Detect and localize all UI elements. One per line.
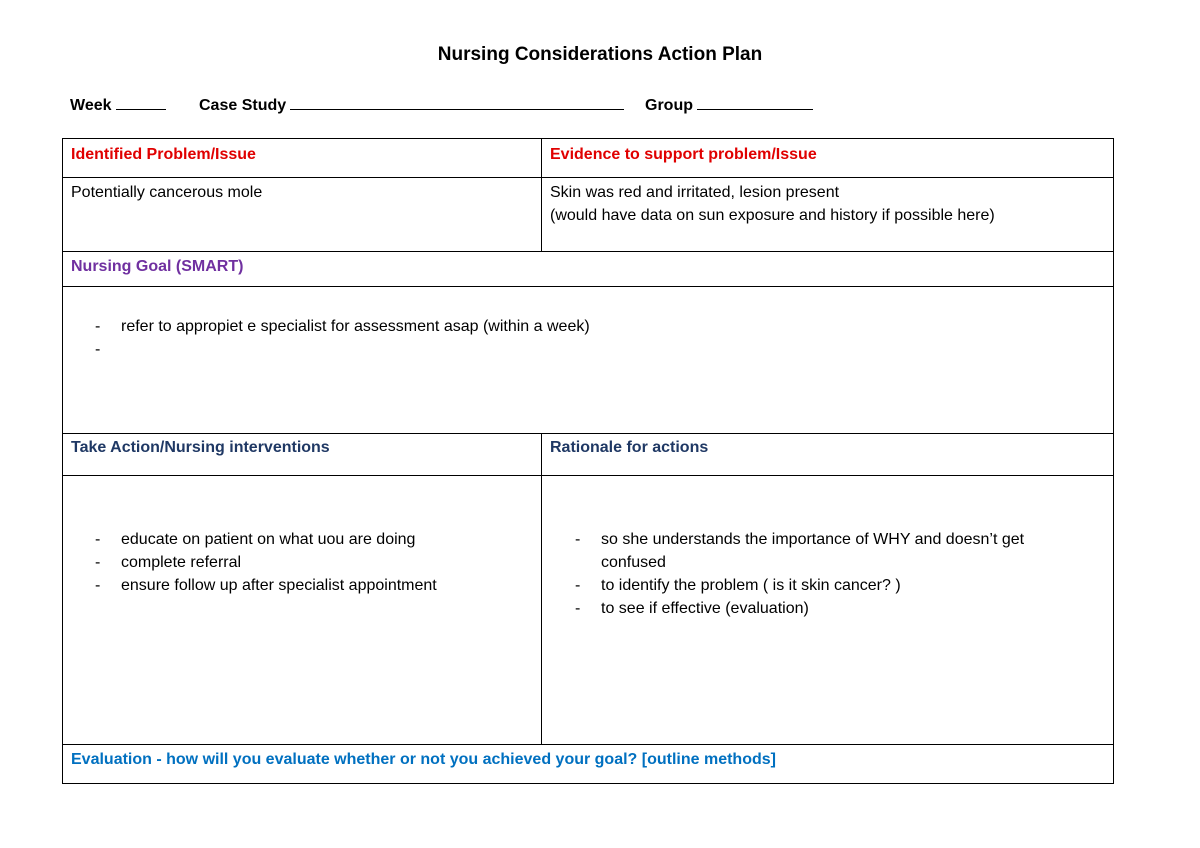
list-item: - complete referral <box>93 551 533 574</box>
list-item <box>93 338 1073 361</box>
evaluation-heading: Evaluation - how will you evaluate whether or not you achieved your goal? [outline methods] <box>71 751 776 768</box>
week-blank[interactable] <box>116 96 166 110</box>
actions-list <box>93 528 533 597</box>
list-item: - to see if effective (evaluation) <box>573 597 1093 620</box>
rationale-list <box>573 528 1093 620</box>
week-label: Week <box>70 97 112 114</box>
page-title: Nursing Considerations Action Plan <box>437 44 763 65</box>
problem-text: Potentially cancerous mole <box>71 184 263 201</box>
column-divider <box>541 433 542 744</box>
table-divider <box>63 286 1113 287</box>
list-item: - to identify the problem ( is it skin cancer? ) <box>573 574 1093 597</box>
table-divider <box>63 744 1113 745</box>
group-field <box>645 96 813 115</box>
case-study-label: Case Study <box>199 97 287 114</box>
goal-list <box>93 315 1073 361</box>
table-divider <box>63 433 1113 434</box>
case-study-blank[interactable] <box>290 96 624 110</box>
list-item: - refer to appropiet e specialist for assessment asap (within a week) <box>93 315 1073 338</box>
rationale-heading: Rationale for actions <box>550 439 709 456</box>
actions-heading: Take Action/Nursing interventions <box>71 439 330 456</box>
group-label: Group <box>645 97 693 114</box>
evidence-line: (would have data on sun exposure and history if possible here) <box>550 207 995 224</box>
list-item: - so she understands the importance of WHY and doesn’t get confused <box>573 528 1093 574</box>
list-item: - educate on patient on what uou are doing <box>93 528 533 551</box>
table-divider <box>63 177 1113 178</box>
evidence-line: Skin was red and irritated, lesion present <box>550 184 840 201</box>
action-plan-table <box>62 138 1114 784</box>
list-item: - ensure follow up after specialist appointment <box>93 574 533 597</box>
table-divider <box>63 251 1113 252</box>
table-divider <box>63 475 1113 476</box>
goal-heading: Nursing Goal (SMART) <box>71 258 244 275</box>
week-field <box>70 96 166 115</box>
column-divider <box>541 139 542 251</box>
problem-heading: Identified Problem/Issue <box>71 146 256 163</box>
case-study-field <box>199 96 624 115</box>
evidence-text <box>550 181 1105 227</box>
evidence-heading: Evidence to support problem/Issue <box>550 146 817 163</box>
group-blank[interactable] <box>697 96 813 110</box>
